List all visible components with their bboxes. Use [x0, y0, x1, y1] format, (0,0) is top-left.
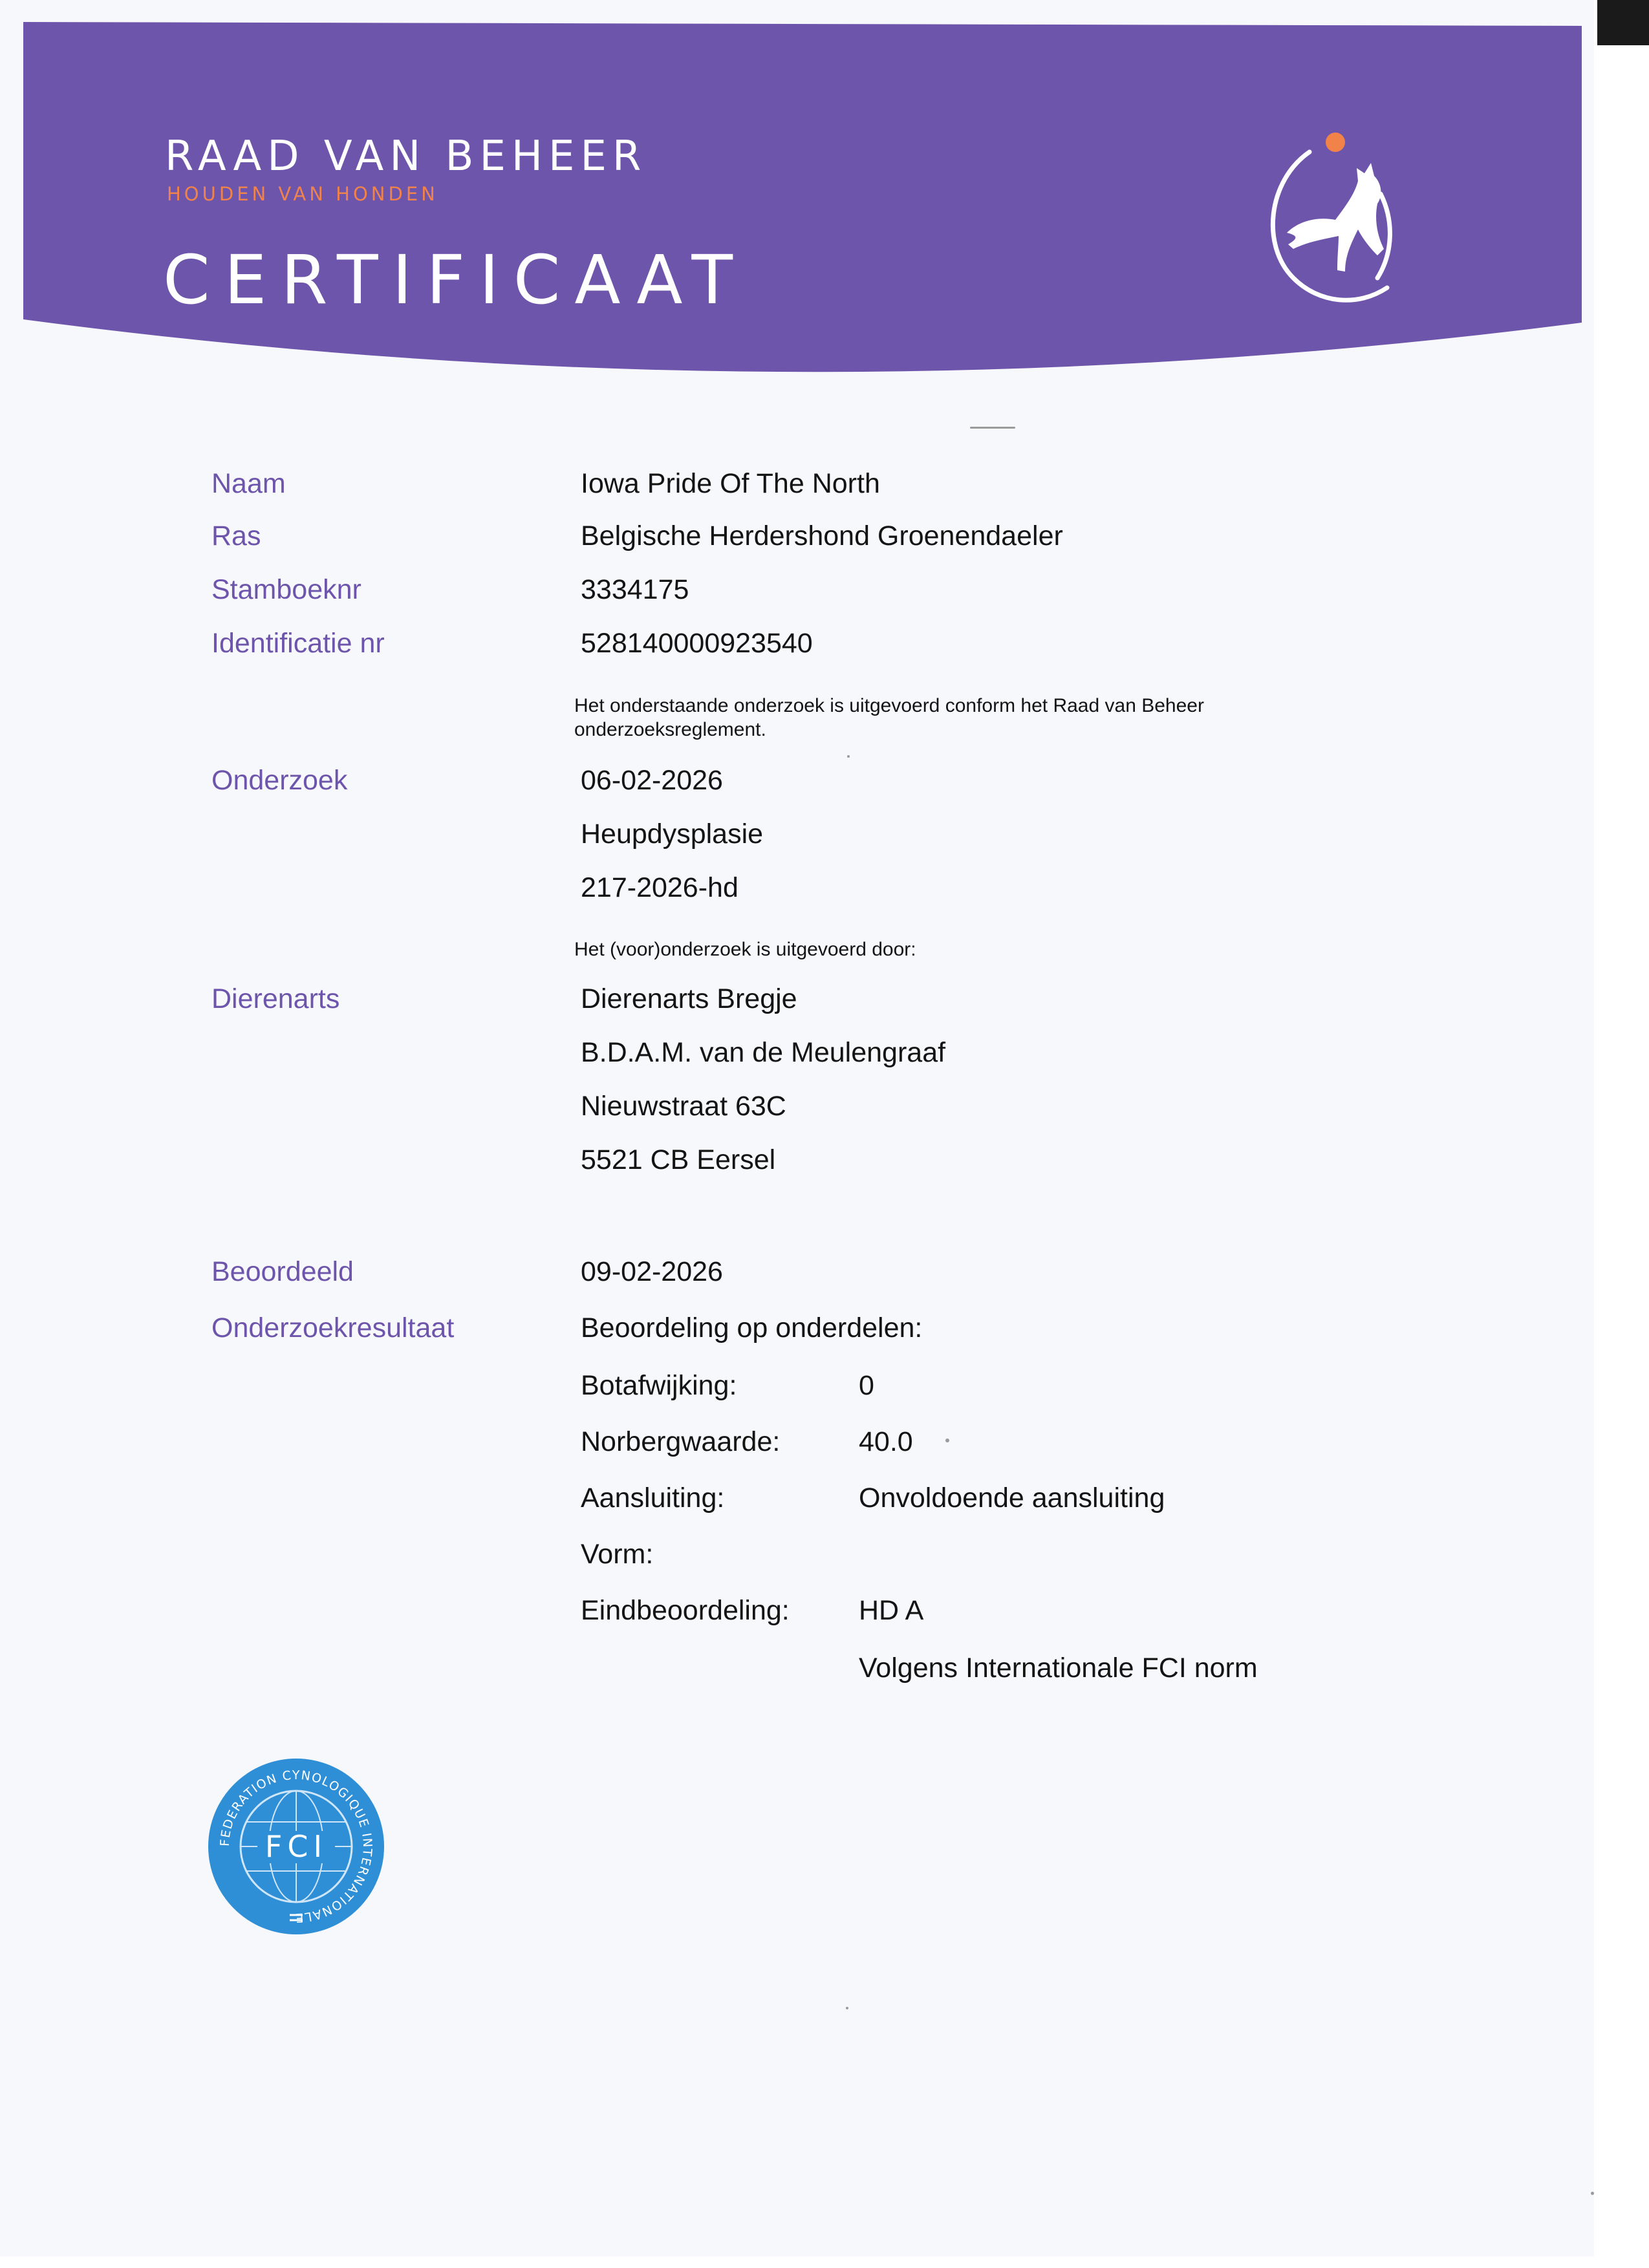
- scan-speck: [1591, 2192, 1594, 2195]
- seal-ring-text: FEDERATION CYNOLOGIQUE INTERNATIONALE: [217, 1768, 375, 1925]
- result-row-key: Aansluiting:: [581, 1482, 725, 1514]
- scan-edge-bottom: [0, 2256, 1649, 2268]
- vet-street: Nieuwstraat 63C: [581, 1091, 786, 1122]
- name-value: Iowa Pride Of The North: [581, 468, 880, 499]
- fci-norm-note: Volgens Internationale FCI norm: [859, 1653, 1258, 1684]
- studbook-value: 3334175: [581, 574, 689, 605]
- breed-label: Ras: [211, 520, 261, 551]
- breed-value: Belgische Herdershond Groenendaeler: [581, 520, 1063, 551]
- vet-city: 5521 CB Eersel: [581, 1144, 776, 1175]
- examination-reference: 217-2026-hd: [581, 872, 738, 903]
- org-tagline: HOUDEN VAN HONDEN: [167, 183, 438, 205]
- result-row-key: Vorm:: [581, 1539, 654, 1570]
- org-name: RAAD VAN BEHEER: [165, 133, 647, 180]
- vet-label: Dierenarts: [211, 983, 340, 1014]
- scan-speck: [970, 427, 1015, 429]
- assessed-label: Beoordeeld: [211, 1256, 354, 1287]
- vet-name: B.D.A.M. van de Meulengraaf: [581, 1037, 946, 1068]
- seal-abbr: FCI: [264, 1829, 328, 1864]
- result-heading: Beoordeling op onderdelen:: [581, 1312, 923, 1343]
- examination-type: Heupdysplasie: [581, 818, 764, 850]
- examination-label: Onderzoek: [211, 765, 348, 796]
- result-row-key: Eindbeoordeling:: [581, 1595, 790, 1626]
- result-row-key: Botafwijking:: [581, 1370, 737, 1401]
- scan-edge-dark: [1597, 0, 1649, 45]
- dog-jumping-icon: [1248, 123, 1429, 310]
- regulation-note: Het onderstaande onderzoek is uitgevoerd conform het Raad van Beheer onderzoeksreglement.: [574, 695, 1204, 740]
- result-row-value: 40.0: [859, 1426, 913, 1457]
- studbook-label: Stamboeknr: [211, 574, 361, 605]
- scan-speck: [945, 1439, 949, 1442]
- assessed-date: 09-02-2026: [581, 1256, 723, 1287]
- result-row-value: 0: [859, 1370, 874, 1401]
- scan-speck: [847, 755, 850, 758]
- examination-date: 06-02-2026: [581, 765, 723, 796]
- name-label: Naam: [211, 468, 286, 499]
- id-label: Identificatie nr: [211, 628, 385, 659]
- scan-speck: [846, 2007, 848, 2009]
- fci-globe-seal-icon: [207, 1757, 385, 1936]
- performed-by-note: Het (voor)onderzoek is uitgevoerd door:: [574, 939, 916, 960]
- result-row-value: Onvoldoende aansluiting: [859, 1482, 1165, 1514]
- result-row-key: Norbergwaarde:: [581, 1426, 781, 1457]
- id-value: 528140000923540: [581, 628, 813, 659]
- result-row-value: HD A: [859, 1595, 924, 1626]
- vet-practice: Dierenarts Bregje: [581, 983, 797, 1014]
- scan-edge: [1594, 0, 1649, 2268]
- certificate-title: CERTIFICAAT: [163, 241, 747, 319]
- result-label: Onderzoekresultaat: [211, 1312, 455, 1343]
